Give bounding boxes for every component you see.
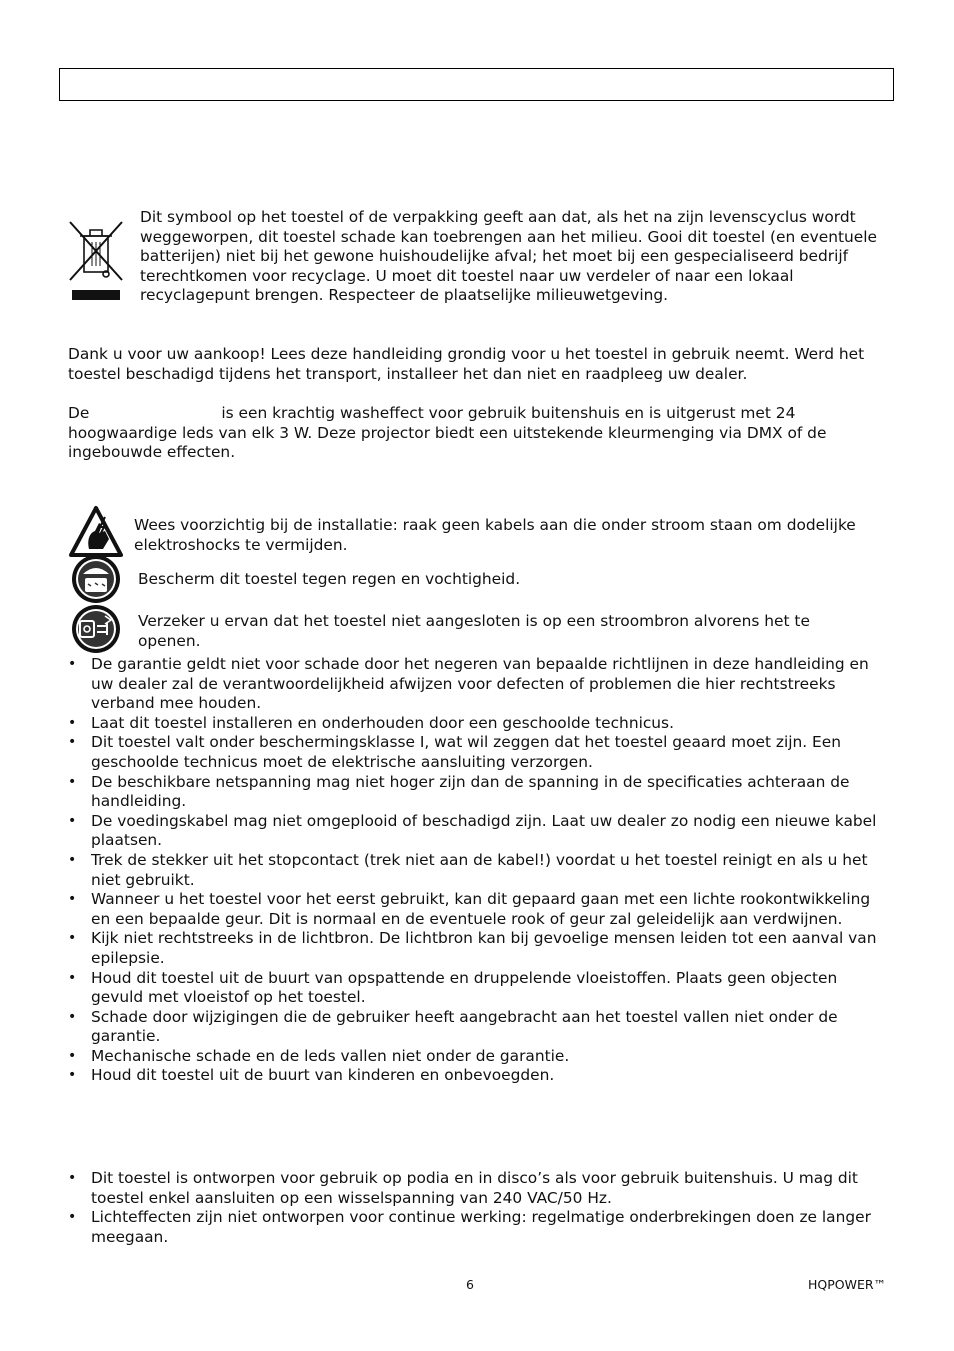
product-description (68, 404, 888, 463)
electric-shock-warning-icon (69, 505, 123, 559)
usage-guidelines-list (68, 1169, 894, 1247)
warning-electric-shock-text: Wees voorzichtig bij de installatie: raak geen kabels aan die onder stroom staan om dodelijke elektroshocks te vermijden. (134, 516, 856, 554)
page-number: 6 (466, 1277, 474, 1292)
list-item: • Mechanische schade en de leds vallen niet onder de garantie. (68, 1047, 894, 1067)
weee-disposal-text: Dit symbool op het toestel of de verpakking geeft aan dat, als het na zijn levenscyclus wordt weggeworpen, dit toestel schade kan toebrengen aan het milieu. Gooi dit toestel (en eventuele batterijen) niet bij het gewone huishoudelijke afval; het moet bij een gespecialiseerd bedrijf terechtkomen voor recyclage. U moet dit toestel naar uw verdeler of naar een lokaal recyclagepunt brengen. Respecteer de plaatselijke milieuwetgeving. (140, 208, 877, 305)
unplug-before-opening-icon (69, 604, 123, 654)
list-item: • Wanneer u het toestel voor het eerst gebruikt, kan dit gepaard gaan met een lichte rookontwikkeling en een bepaalde geur. Dit is normaal en de eventuele rook of geur zal geleidelijk aan verdwijnen. (68, 890, 894, 929)
list-item: • Laat dit toestel installeren en onderhouden door een geschoolde technicus. (68, 714, 894, 734)
list-item: • Trek de stekker uit het stopcontact (trek niet aan de kabel!) voordat u het toestel reinigt en als u het niet gebruikt. (68, 851, 894, 890)
no-rain-moisture-icon (69, 554, 123, 604)
list-item: • Schade door wijzigingen die de gebruiker heeft aangebracht aan het toestel vallen niet onder de garantie. (68, 1008, 894, 1047)
list-item: • De beschikbare netspanning mag niet hoger zijn dan de spanning in de specificaties achteraan de handleiding. (68, 773, 894, 812)
list-item: • Dit toestel is ontworpen voor gebruik op podia en in disco’s als voor gebruik buitenshuis. U mag dit toestel enkel aansluiten op een wisselspanning van 240 VAC/50 Hz. (68, 1169, 894, 1208)
warning-rain-text: Bescherm dit toestel tegen regen en vochtigheid. (138, 570, 521, 588)
description-start: De (68, 404, 90, 422)
list-item: • Dit toestel valt onder beschermingsklasse I, wat wil zeggen dat het toestel geaard moet zijn. Een geschoolde technicus moet de elektrische aansluiting verzorgen. (68, 733, 894, 772)
brand-footer: HQPOWER™ (808, 1277, 887, 1292)
header-title-box (59, 68, 894, 101)
warning-unplug-text: Verzeker u ervan dat het toestel niet aangesloten is op een stroombron alvorens het te openen. (138, 612, 810, 650)
list-item: • De garantie geldt niet voor schade door het negeren van bepaalde richtlijnen in deze handleiding en uw dealer zal de verantwoordelijkheid afwijzen voor defecten of problemen die hier rechtstreeks verband mee houden. (68, 655, 894, 714)
thanks-paragraph: Dank u voor uw aankoop! Lees deze handleiding grondig voor u het toestel in gebruik neemt. Werd het toestel beschadigd tijdens het transport, installeer het dan niet en raadpleeg uw dealer. (68, 345, 865, 383)
list-item: • De voedingskabel mag niet omgeplooid of beschadigd zijn. Laat uw dealer zo nodig een nieuwe kabel plaatsen. (68, 812, 894, 851)
list-item: • Lichteffecten zijn niet ontworpen voor continue werking: regelmatige onderbrekingen doen ze langer meegaan. (68, 1208, 894, 1247)
crossed-out-wheelie-bin-icon (68, 218, 124, 304)
list-item: • Houd dit toestel uit de buurt van opspattende en druppelende vloeistoffen. Plaats geen objecten gevuld met vloeistof op het toestel. (68, 969, 894, 1008)
safety-guidelines-list (68, 655, 894, 1086)
description-rest: is een krachtig washeffect voor gebruik buitenshuis en is uitgerust met 24 hoogwaardige leds van elk 3 W. Deze projector biedt een uitstekende kleurmenging via DMX of de ingebouwde effecten. (68, 404, 827, 462)
list-item: • Kijk niet rechtstreeks in de lichtbron. De lichtbron kan bij gevoelige mensen leiden tot een aanval van epilepsie. (68, 929, 894, 968)
list-item: • Houd dit toestel uit de buurt van kinderen en onbevoegden. (68, 1066, 894, 1086)
